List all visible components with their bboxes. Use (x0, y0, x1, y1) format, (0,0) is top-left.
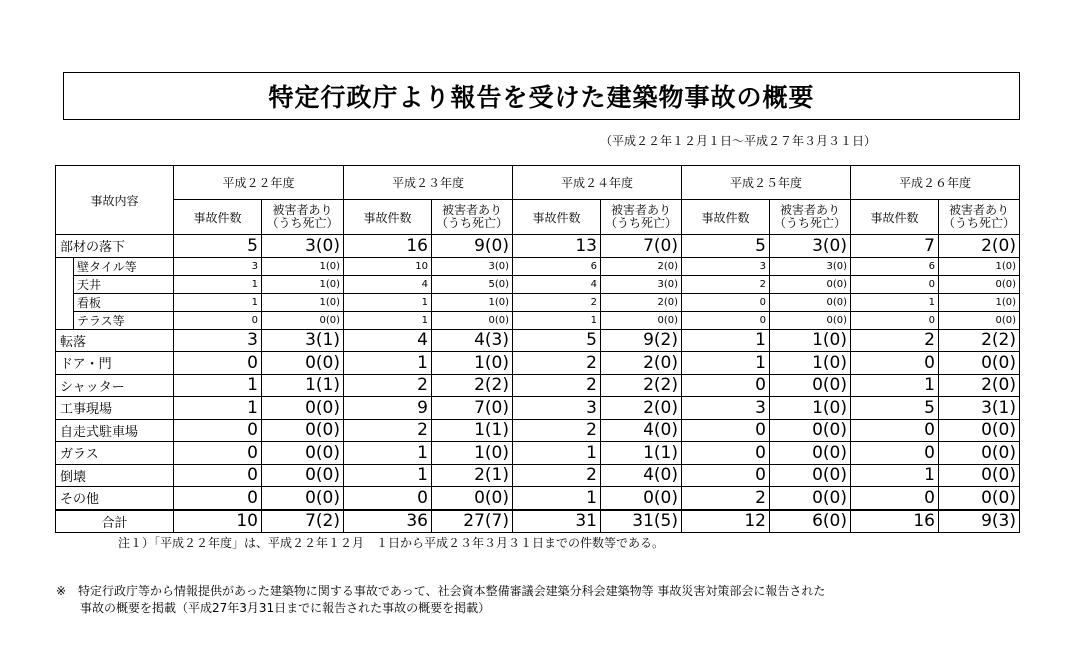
indent-cell (56, 293, 74, 311)
victim-count: 2(0) (601, 352, 682, 375)
victim-count: 3(0) (770, 235, 851, 258)
victim-count: 2(1) (432, 464, 513, 487)
accident-count: 5 (513, 329, 601, 352)
accident-count: 0 (682, 374, 770, 397)
victim-header-line-1: 被害者あり (272, 203, 333, 217)
accident-count: 1 (513, 487, 601, 510)
victim-count: 7(0) (432, 397, 513, 420)
accident-count: 1 (344, 442, 432, 465)
accident-count: 3 (682, 397, 770, 420)
page-title: 特定行政庁より報告を受けた建築物事故の概要 (63, 72, 1020, 120)
victim-count: 4(3) (432, 329, 513, 352)
accident-count: 3 (174, 329, 262, 352)
victim-count: 1(0) (939, 257, 1020, 275)
category-header: 事故内容 (56, 166, 174, 235)
accident-count: 1 (682, 352, 770, 375)
total-row (56, 510, 1020, 533)
victim-count: 1(0) (770, 329, 851, 352)
table-row (56, 235, 1020, 258)
count-header: 事故件数 (682, 200, 770, 235)
victim-count: 3(0) (432, 257, 513, 275)
sub-row (56, 257, 1020, 275)
accident-count: 0 (682, 464, 770, 487)
accident-count: 10 (344, 257, 432, 275)
victim-count: 1(0) (770, 397, 851, 420)
row-label: 看板 (74, 293, 174, 311)
victim-count: 1(0) (262, 293, 344, 311)
victim-count: 0(0) (770, 487, 851, 510)
accident-count: 2 (682, 275, 770, 293)
accident-count: 0 (682, 293, 770, 311)
accident-count: 1 (344, 293, 432, 311)
accident-count: 0 (344, 487, 432, 510)
victim-count: 0(0) (262, 487, 344, 510)
accident-count: 2 (344, 374, 432, 397)
victim-count: 0(0) (939, 464, 1020, 487)
victim-count: 2(0) (601, 293, 682, 311)
accident-count: 6 (513, 257, 601, 275)
victim-count: 7(2) (262, 510, 344, 533)
table-row (56, 352, 1020, 375)
accident-count: 4 (344, 329, 432, 352)
victim-count: 0(0) (770, 311, 851, 329)
accident-count: 1 (851, 293, 939, 311)
year-header: 平成２３年度 (344, 166, 513, 200)
accident-count: 0 (682, 442, 770, 465)
accident-count: 0 (174, 464, 262, 487)
accident-count: 10 (174, 510, 262, 533)
victim-count: 0(0) (939, 487, 1020, 510)
victim-count: 2(2) (432, 374, 513, 397)
indent-cell (56, 311, 74, 329)
accident-count: 0 (174, 419, 262, 442)
victim-header (939, 200, 1020, 235)
table-row (56, 329, 1020, 352)
victim-count: 0(0) (770, 419, 851, 442)
report-period: （平成２２年１２月１日～平成２７年３月３１日） (600, 134, 877, 148)
accident-count: 0 (174, 442, 262, 465)
accident-count: 1 (174, 397, 262, 420)
accident-count: 0 (174, 311, 262, 329)
victim-count: 1(0) (432, 293, 513, 311)
row-label: ドア・門 (56, 352, 174, 375)
victim-count: 0(0) (939, 275, 1020, 293)
count-header: 事故件数 (513, 200, 601, 235)
accident-count: 2 (513, 352, 601, 375)
accident-count: 0 (851, 442, 939, 465)
victim-count: 4(0) (601, 419, 682, 442)
victim-count: 3(0) (262, 235, 344, 258)
row-label: ガラス (56, 442, 174, 465)
accident-count: 1 (851, 464, 939, 487)
victim-header-line-1: 被害者あり (441, 203, 502, 217)
accident-count: 1 (682, 329, 770, 352)
victim-count: 31(5) (601, 510, 682, 533)
victim-count: 3(0) (770, 257, 851, 275)
victim-count: 0(0) (262, 442, 344, 465)
victim-header (432, 200, 513, 235)
table-row (56, 374, 1020, 397)
accident-count: 13 (513, 235, 601, 258)
victim-count: 0(0) (262, 397, 344, 420)
accident-count: 2 (513, 419, 601, 442)
footnote-1: 注１）「平成２２年度」は、平成２２年１２月 １日から平成２３年３月３１日までの件数等である。 (118, 536, 665, 550)
accident-count: 2 (851, 329, 939, 352)
sub-row (56, 293, 1020, 311)
victim-count: 0(0) (939, 352, 1020, 375)
victim-count: 2(0) (601, 257, 682, 275)
accident-count: 0 (851, 487, 939, 510)
accident-count: 0 (682, 311, 770, 329)
row-label: 天井 (74, 275, 174, 293)
victim-count: 0(0) (601, 487, 682, 510)
count-header: 事故件数 (344, 200, 432, 235)
victim-count: 2(0) (939, 235, 1020, 258)
victim-count: 9(3) (939, 510, 1020, 533)
victim-header-line-2: （うち死亡） (942, 216, 1015, 230)
victim-count: 3(1) (262, 329, 344, 352)
table-row (56, 419, 1020, 442)
victim-count: 1(0) (432, 442, 513, 465)
victim-header-line-2: （うち死亡） (435, 216, 508, 230)
accident-count: 3 (682, 257, 770, 275)
victim-count: 0(0) (262, 352, 344, 375)
victim-header (770, 200, 851, 235)
victim-header (601, 200, 682, 235)
victim-count: 0(0) (770, 374, 851, 397)
victim-count: 0(0) (939, 311, 1020, 329)
row-label: テラス等 (74, 311, 174, 329)
victim-count: 0(0) (262, 311, 344, 329)
accident-count: 31 (513, 510, 601, 533)
sub-row (56, 311, 1020, 329)
accident-count: 0 (851, 275, 939, 293)
accident-table (55, 165, 1020, 533)
victim-count: 0(0) (262, 419, 344, 442)
victim-count: 5(0) (432, 275, 513, 293)
accident-count: 2 (513, 464, 601, 487)
accident-count: 3 (513, 397, 601, 420)
victim-count: 1(1) (262, 374, 344, 397)
accident-count: 9 (344, 397, 432, 420)
row-label: 自走式駐車場 (56, 419, 174, 442)
sub-row (56, 275, 1020, 293)
victim-count: 9(0) (432, 235, 513, 258)
table-row (56, 464, 1020, 487)
victim-count: 0(0) (939, 442, 1020, 465)
accident-count: 16 (344, 235, 432, 258)
indent-cell (56, 275, 74, 293)
accident-count: 16 (851, 510, 939, 533)
victim-header-line-2: （うち死亡） (266, 216, 339, 230)
year-header: 平成２２年度 (174, 166, 344, 200)
victim-count: 1(0) (432, 352, 513, 375)
victim-count: 1(0) (939, 293, 1020, 311)
accident-count: 0 (851, 311, 939, 329)
accident-count: 0 (174, 487, 262, 510)
victim-count: 0(0) (939, 419, 1020, 442)
accident-count: 1 (174, 374, 262, 397)
row-label: 部材の落下 (56, 235, 174, 258)
victim-count: 1(0) (770, 352, 851, 375)
victim-header-line-2: （うち死亡） (773, 216, 846, 230)
accident-count: 1 (851, 374, 939, 397)
accident-count: 0 (851, 352, 939, 375)
victim-count: 1(0) (262, 257, 344, 275)
indent-cell (56, 257, 74, 275)
year-header: 平成２５年度 (682, 166, 851, 200)
victim-count: 1(0) (262, 275, 344, 293)
accident-count: 5 (174, 235, 262, 258)
victim-count: 2(2) (601, 374, 682, 397)
footnote-2-line-1: ※ 特定行政庁等から情報提供があった建築物に関する事故であって、社会資本整備審議会建築分科会建築物等 事故災害対策部会に報告された (56, 584, 826, 598)
victim-count: 6(0) (770, 510, 851, 533)
accident-count: 5 (851, 397, 939, 420)
victim-count: 0(0) (432, 311, 513, 329)
row-label: 転落 (56, 329, 174, 352)
accident-count: 0 (174, 352, 262, 375)
victim-header-line-1: 被害者あり (948, 203, 1009, 217)
victim-count: 7(0) (601, 235, 682, 258)
accident-count: 2 (513, 374, 601, 397)
accident-count: 3 (174, 257, 262, 275)
accident-count: 12 (682, 510, 770, 533)
accident-count: 1 (344, 311, 432, 329)
row-label: 工事現場 (56, 397, 174, 420)
accident-count: 1 (513, 311, 601, 329)
accident-count: 4 (513, 275, 601, 293)
table-row (56, 487, 1020, 510)
victim-count: 3(1) (939, 397, 1020, 420)
victim-count: 0(0) (262, 464, 344, 487)
accident-count: 36 (344, 510, 432, 533)
count-header: 事故件数 (174, 200, 262, 235)
victim-count: 2(0) (939, 374, 1020, 397)
victim-header-line-1: 被害者あり (610, 203, 671, 217)
row-label: 壁タイル等 (74, 257, 174, 275)
accident-count: 2 (344, 419, 432, 442)
victim-count: 3(0) (601, 275, 682, 293)
accident-count: 5 (682, 235, 770, 258)
accident-count: 1 (344, 464, 432, 487)
year-header: 平成２４年度 (513, 166, 682, 200)
accident-count: 2 (682, 487, 770, 510)
year-header: 平成２６年度 (851, 166, 1020, 200)
victim-count: 0(0) (770, 442, 851, 465)
accident-count: 1 (174, 293, 262, 311)
accident-count: 1 (513, 442, 601, 465)
row-label: 合計 (56, 510, 174, 533)
victim-count: 1(1) (432, 419, 513, 442)
count-header: 事故件数 (851, 200, 939, 235)
victim-header-line-2: （うち死亡） (604, 216, 677, 230)
victim-count: 0(0) (770, 275, 851, 293)
victim-count: 27(7) (432, 510, 513, 533)
accident-count: 1 (344, 352, 432, 375)
victim-count: 0(0) (601, 311, 682, 329)
victim-count: 9(2) (601, 329, 682, 352)
table-row (56, 442, 1020, 465)
accident-count: 6 (851, 257, 939, 275)
victim-count: 0(0) (770, 293, 851, 311)
accident-count: 0 (851, 419, 939, 442)
victim-count: 0(0) (432, 487, 513, 510)
accident-count: 0 (682, 419, 770, 442)
victim-header (262, 200, 344, 235)
victim-count: 4(0) (601, 464, 682, 487)
table-row (56, 397, 1020, 420)
victim-count: 2(0) (601, 397, 682, 420)
row-label: その他 (56, 487, 174, 510)
victim-count: 1(1) (601, 442, 682, 465)
footnote-2-line-2: 事故の概要を掲載（平成27年3月31日までに報告された事故の概要を掲載） (56, 601, 491, 615)
row-label: 倒壊 (56, 464, 174, 487)
victim-count: 2(2) (939, 329, 1020, 352)
victim-header-line-1: 被害者あり (779, 203, 840, 217)
row-label: シャッター (56, 374, 174, 397)
accident-count: 2 (513, 293, 601, 311)
footnote-2 (56, 583, 825, 617)
victim-count: 0(0) (770, 464, 851, 487)
accident-count: 7 (851, 235, 939, 258)
accident-count: 4 (344, 275, 432, 293)
accident-count: 1 (174, 275, 262, 293)
